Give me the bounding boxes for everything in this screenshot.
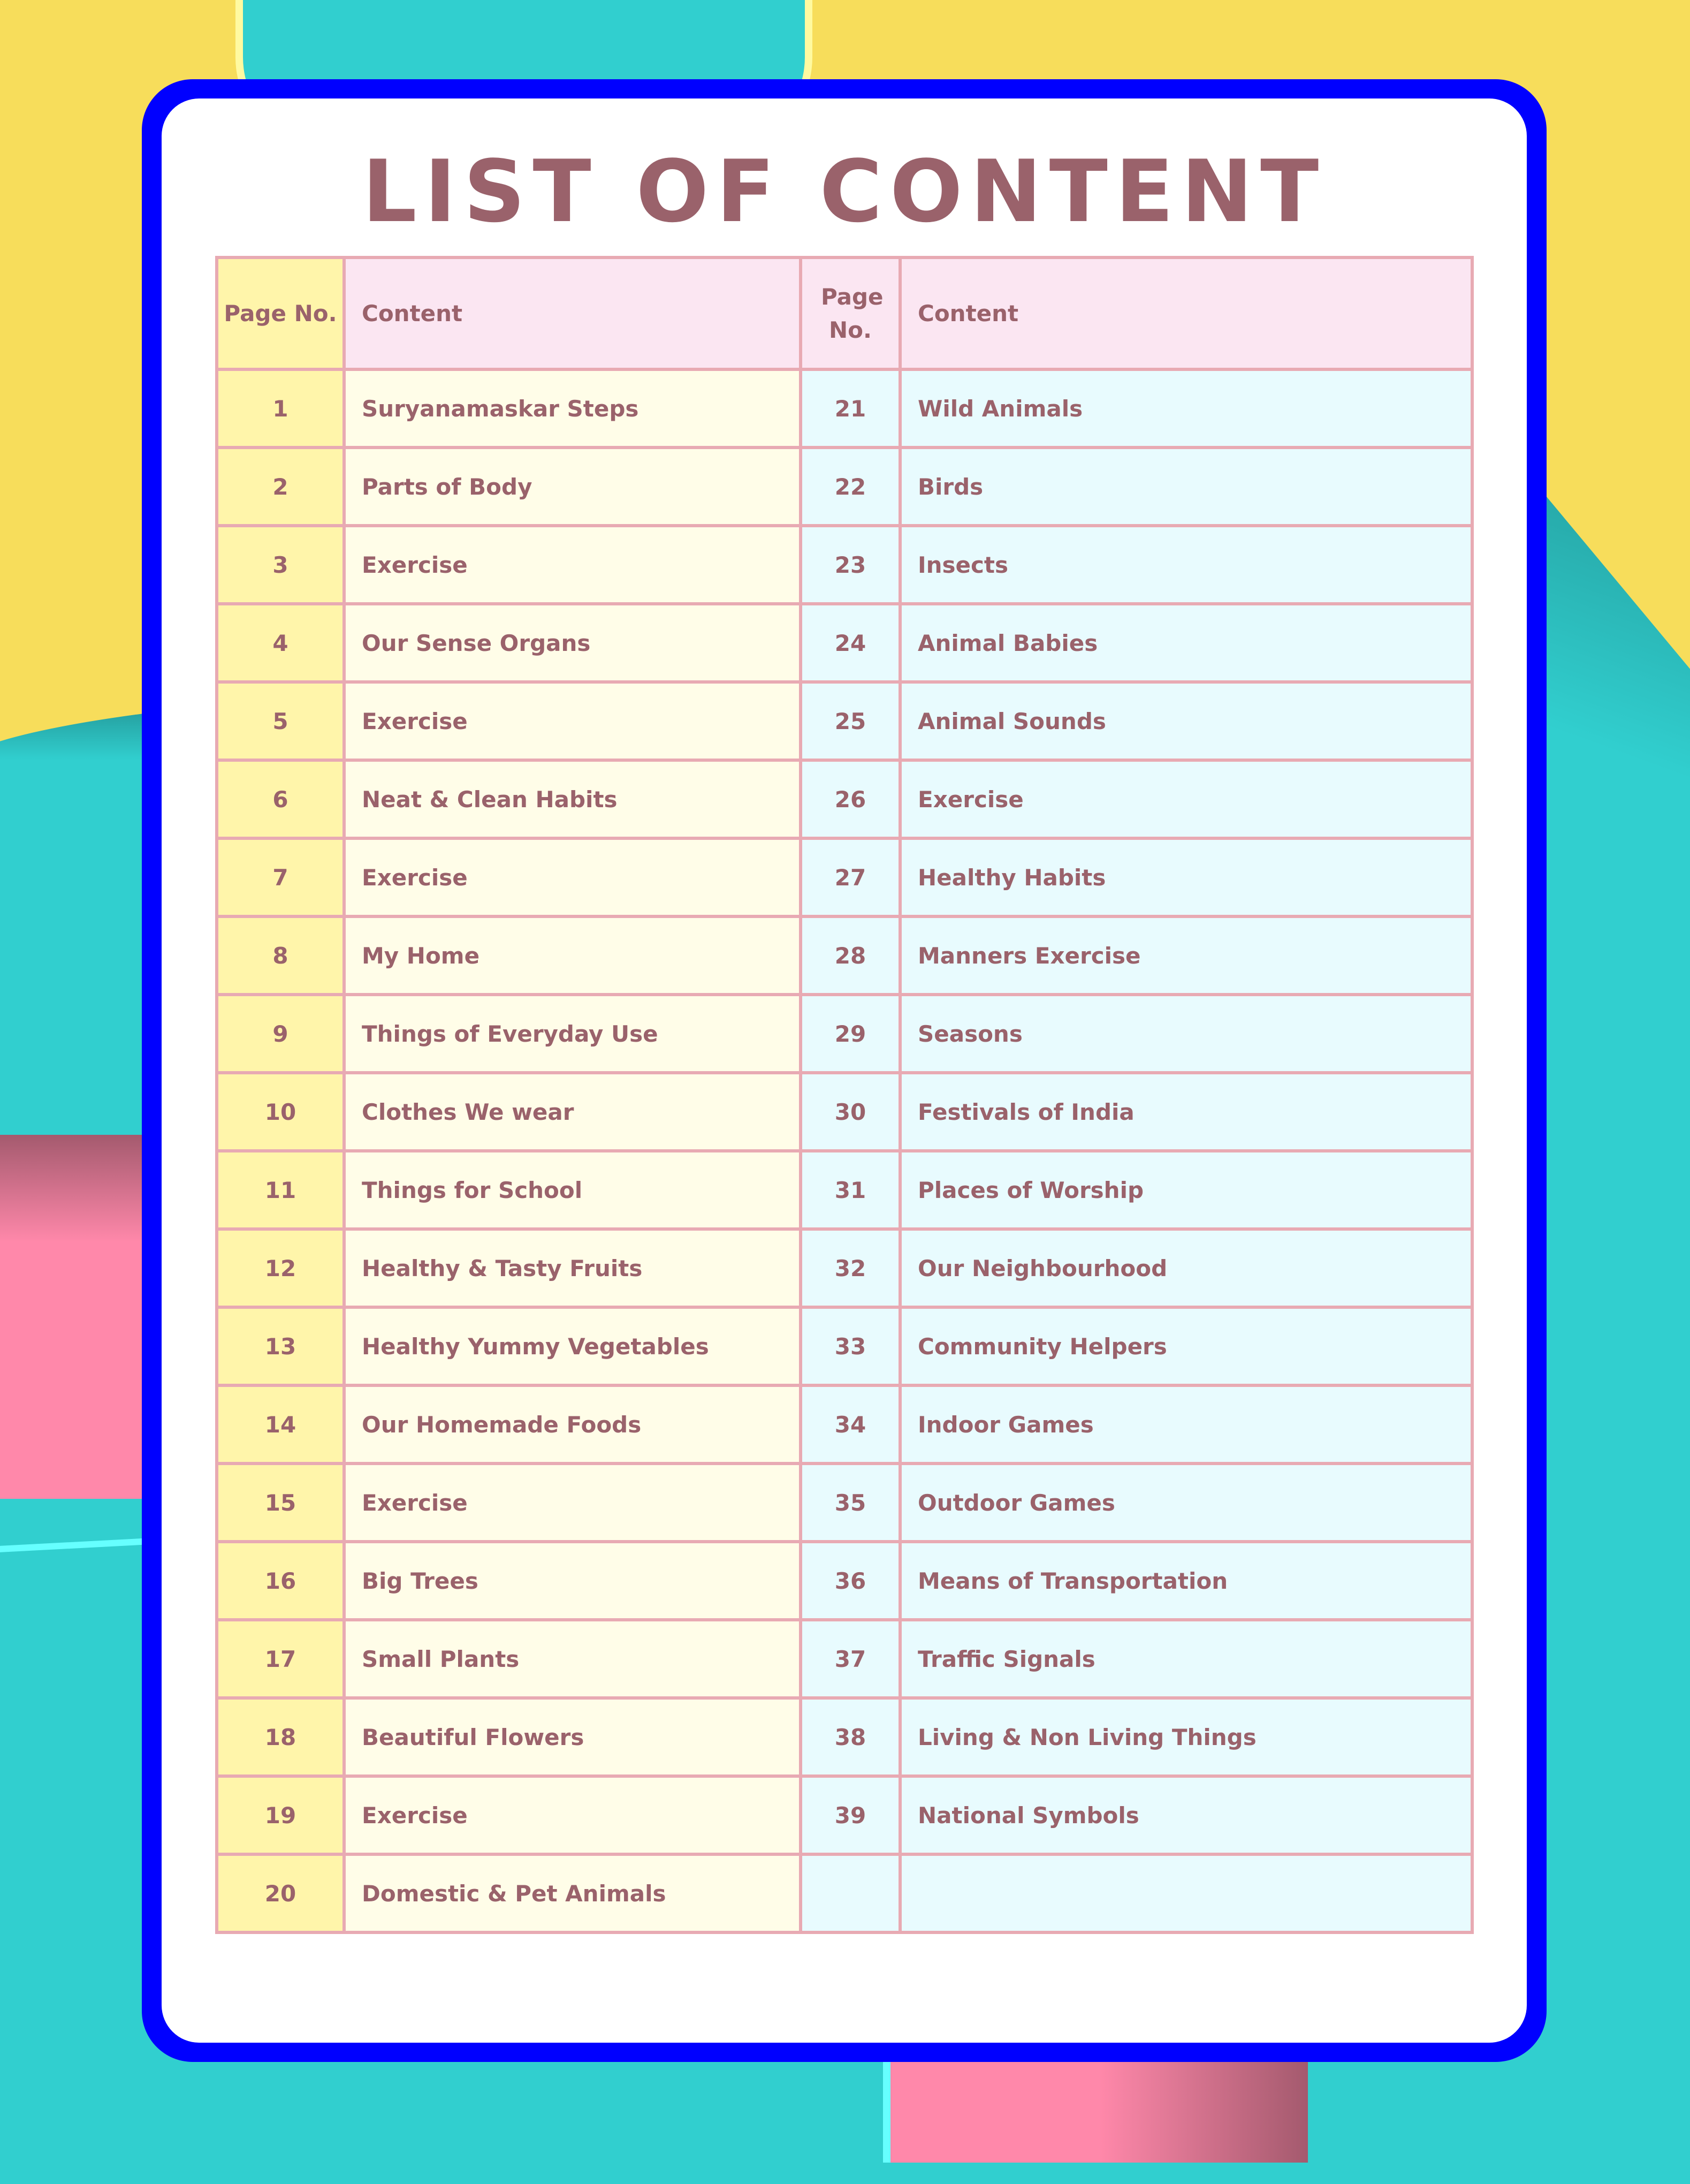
content-title-left: Exercise [344, 1463, 801, 1542]
content-title-left: Exercise [344, 838, 801, 916]
page-number-right: 36 [801, 1542, 900, 1620]
content-title-right: Community Helpers [900, 1307, 1472, 1385]
content-card [142, 79, 1547, 2062]
page-number-left: 17 [217, 1620, 344, 1698]
table-row [217, 1854, 1472, 1932]
content-title-right: Insects [900, 526, 1472, 604]
content-title-left: Suryanamaskar Steps [344, 369, 801, 448]
table-row [217, 1307, 1472, 1385]
content-title-right: Wild Animals [900, 369, 1472, 448]
table-row [217, 995, 1472, 1073]
page-number-left: 2 [217, 448, 344, 526]
page-number-left: 16 [217, 1542, 344, 1620]
content-title-right: Animal Babies [900, 604, 1472, 682]
page-number-left: 5 [217, 682, 344, 760]
content-title-right: Our Neighbourhood [900, 1229, 1472, 1307]
page-number-left: 14 [217, 1385, 344, 1463]
page-number-left: 3 [217, 526, 344, 604]
page-number-left: 7 [217, 838, 344, 916]
content-title-right: Manners Exercise [900, 916, 1472, 995]
content-title-left: Things for School [344, 1151, 801, 1229]
page-number-right: 35 [801, 1463, 900, 1542]
table-of-contents [215, 256, 1474, 1934]
page-number-right: 24 [801, 604, 900, 682]
table-row [217, 1385, 1472, 1463]
page-number-right: 39 [801, 1776, 900, 1854]
table-row [217, 682, 1472, 760]
header-page-no-right-label: Page No. [821, 283, 884, 343]
page-number-left: 9 [217, 995, 344, 1073]
table-row [217, 1620, 1472, 1698]
page-number-right: 32 [801, 1229, 900, 1307]
page-number-left: 11 [217, 1151, 344, 1229]
content-title-right: Animal Sounds [900, 682, 1472, 760]
page-number-left: 6 [217, 760, 344, 838]
page-number-right: 23 [801, 526, 900, 604]
table-row [217, 526, 1472, 604]
content-title-left: Big Trees [344, 1542, 801, 1620]
table-row [217, 916, 1472, 995]
page-number-right: 27 [801, 838, 900, 916]
page-number-right: 34 [801, 1385, 900, 1463]
header-page-no-left: Page No. [217, 257, 344, 369]
content-title-left: Our Sense Organs [344, 604, 801, 682]
content-title-left: Our Homemade Foods [344, 1385, 801, 1463]
content-title-right: Traffic Signals [900, 1620, 1472, 1698]
page-number-left: 18 [217, 1698, 344, 1776]
page-number-right: 26 [801, 760, 900, 838]
content-title-right: Living & Non Living Things [900, 1698, 1472, 1776]
table-row [217, 1542, 1472, 1620]
content-title-left: Healthy Yummy Vegetables [344, 1307, 801, 1385]
page-number-right: 30 [801, 1073, 900, 1151]
page-number-right: 28 [801, 916, 900, 995]
page-number-left: 12 [217, 1229, 344, 1307]
page-number-right: 22 [801, 448, 900, 526]
content-title-right: National Symbols [900, 1776, 1472, 1854]
table-row [217, 838, 1472, 916]
page-number-right: 29 [801, 995, 900, 1073]
table-row [217, 1229, 1472, 1307]
content-title-right: Places of Worship [900, 1151, 1472, 1229]
content-title-right: Birds [900, 448, 1472, 526]
content-title-left: Parts of Body [344, 448, 801, 526]
page-number-left: 1 [217, 369, 344, 448]
page-number-right: 25 [801, 682, 900, 760]
content-title-left: Domestic & Pet Animals [344, 1854, 801, 1932]
header-content-left: Content [344, 257, 801, 369]
header-content-right: Content [900, 257, 1472, 369]
page-number-right: 31 [801, 1151, 900, 1229]
header-page-no-right [801, 257, 900, 369]
table-row [217, 1073, 1472, 1151]
page-number-left: 8 [217, 916, 344, 995]
content-title-left: Healthy & Tasty Fruits [344, 1229, 801, 1307]
table-row [217, 760, 1472, 838]
page-number-left: 19 [217, 1776, 344, 1854]
content-title-right: Healthy Habits [900, 838, 1472, 916]
content-title-left: Small Plants [344, 1620, 801, 1698]
page-number-left: 13 [217, 1307, 344, 1385]
content-title-right: Seasons [900, 995, 1472, 1073]
content-title-left: Neat & Clean Habits [344, 760, 801, 838]
table-row [217, 1463, 1472, 1542]
table-row [217, 604, 1472, 682]
content-title-left: Exercise [344, 526, 801, 604]
content-title-left: Exercise [344, 682, 801, 760]
table-header-row [217, 257, 1472, 369]
content-title-right: Exercise [900, 760, 1472, 838]
content-title-right: Festivals of India [900, 1073, 1472, 1151]
content-title-right: Outdoor Games [900, 1463, 1472, 1542]
page-number-right: 21 [801, 369, 900, 448]
table-row [217, 1776, 1472, 1854]
content-card-inner [162, 98, 1527, 2043]
content-title-left: My Home [344, 916, 801, 995]
page-number-left: 20 [217, 1854, 344, 1932]
content-title-left: Exercise [344, 1776, 801, 1854]
content-title-left: Clothes We wear [344, 1073, 801, 1151]
table-row [217, 1151, 1472, 1229]
page-number-right [801, 1854, 900, 1932]
page-number-right: 38 [801, 1698, 900, 1776]
content-title-left: Things of Everyday Use [344, 995, 801, 1073]
page-number-left: 15 [217, 1463, 344, 1542]
table-row [217, 448, 1472, 526]
page-title: LIST OF CONTENT [362, 141, 1327, 241]
content-title-left: Beautiful Flowers [344, 1698, 801, 1776]
content-title-right: Indoor Games [900, 1385, 1472, 1463]
content-title-right [900, 1854, 1472, 1932]
page-number-left: 4 [217, 604, 344, 682]
table-row [217, 369, 1472, 448]
page-number-right: 37 [801, 1620, 900, 1698]
page-number-left: 10 [217, 1073, 344, 1151]
content-title-right: Means of Transportation [900, 1542, 1472, 1620]
page-number-right: 33 [801, 1307, 900, 1385]
table-row [217, 1698, 1472, 1776]
